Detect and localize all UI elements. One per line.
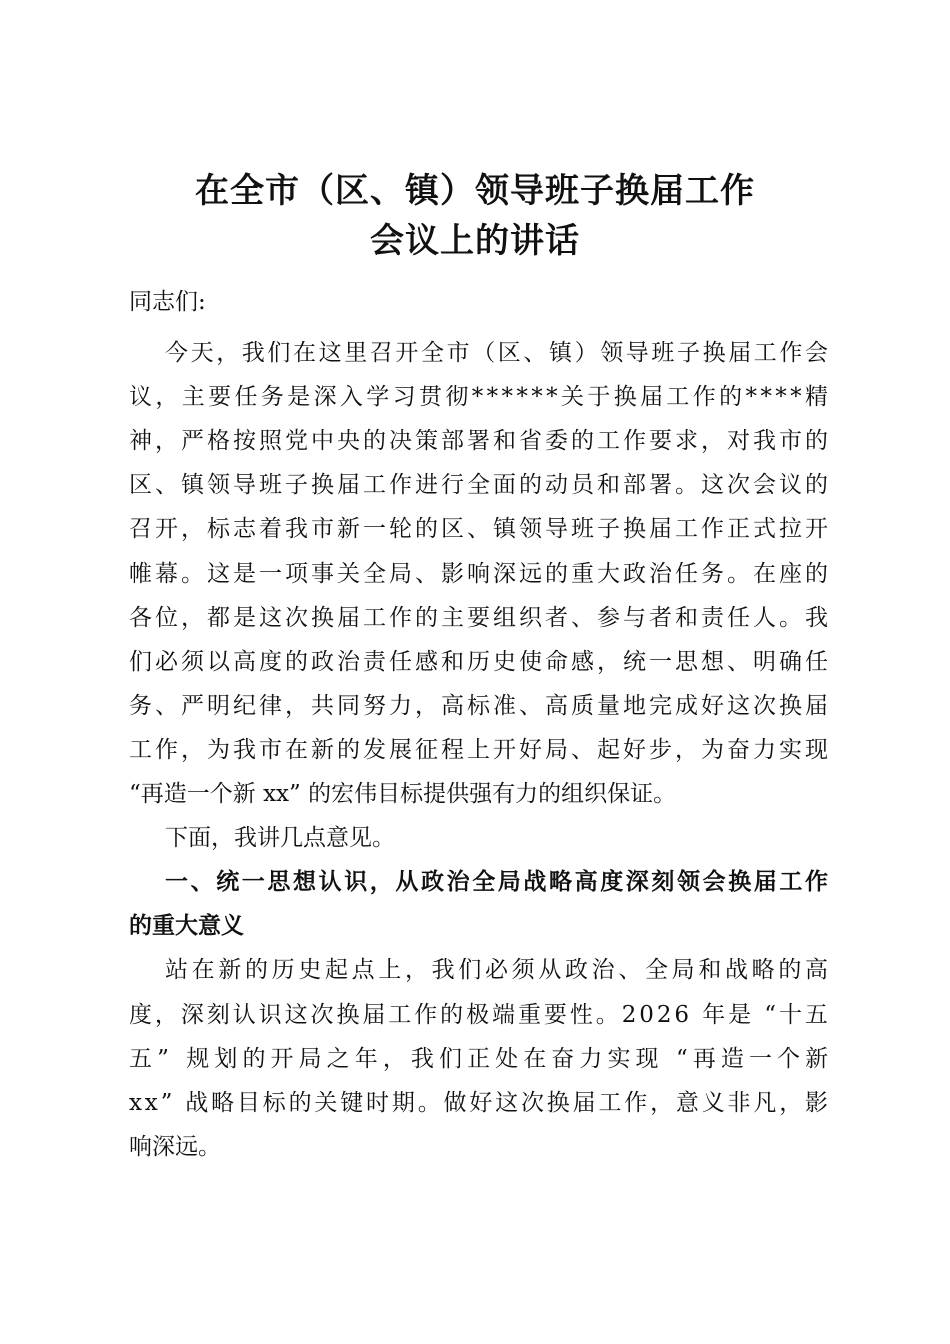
body-text-line: 帷幕。这是一项事关全局、影响深远的重大政治任务。在座的 <box>129 561 831 587</box>
body-text-line: 站在新的历史起点上，我们必须从政治、全局和战略的高 <box>165 957 832 983</box>
title-line-2: 会议上的讲话 <box>370 221 580 261</box>
salutation: 同志们: <box>129 289 206 315</box>
body-text-line: 下面，我讲几点意见。 <box>165 825 395 851</box>
body-text-line: 神，严格按照党中央的决策部署和省委的工作要求，对我市的 <box>129 428 831 454</box>
body-text-line: xx” 战略目标的关键时期。做好这次换届工作，意义非凡，影 <box>129 1090 831 1116</box>
body-text-line: 今天，我们在这里召开全市（区、镇）领导班子换届工作会 <box>165 340 831 366</box>
body-text-line: 议，主要任务是深入学习贯彻******关于换届工作的****精 <box>129 384 832 410</box>
body-text-line: 响深远。 <box>129 1134 221 1160</box>
body-text-line: 五” 规划的开局之年，我们正处在奋力实现 “再造一个新 <box>129 1046 834 1072</box>
body-text-line: 们必须以高度的政治责任感和历史使命感，统一思想、明确任 <box>129 649 831 675</box>
body-text-line: 区、镇领导班子换届工作进行全面的动员和部署。这次会议的 <box>129 472 831 498</box>
body-text-line: 召开，标志着我市新一轮的区、镇领导班子换届工作正式拉开 <box>129 516 831 542</box>
body-text-line: 度，深刻认识这次换届工作的极端重要性。2026 年是 “十五 <box>129 1002 831 1028</box>
title-line-1: 在全市（区、镇）领导班子换届工作 <box>195 171 755 211</box>
section-heading-line: 的重大意义 <box>129 913 244 939</box>
body-text-line: 各位，都是这次换届工作的主要组织者、参与者和责任人。我 <box>129 605 831 631</box>
body-text-line: 务、严明纪律，共同努力，高标准、高质量地完成好这次换届 <box>129 693 831 719</box>
body-text-line: 工作，为我市在新的发展征程上开好局、起好步，为奋力实现 <box>129 737 831 763</box>
body-text-line: “再造一个新 xx” 的宏伟目标提供强有力的组织保证。 <box>129 781 677 807</box>
section-heading-line: 一、统一思想认识，从政治全局战略高度深刻领会换届工作 <box>165 869 831 895</box>
